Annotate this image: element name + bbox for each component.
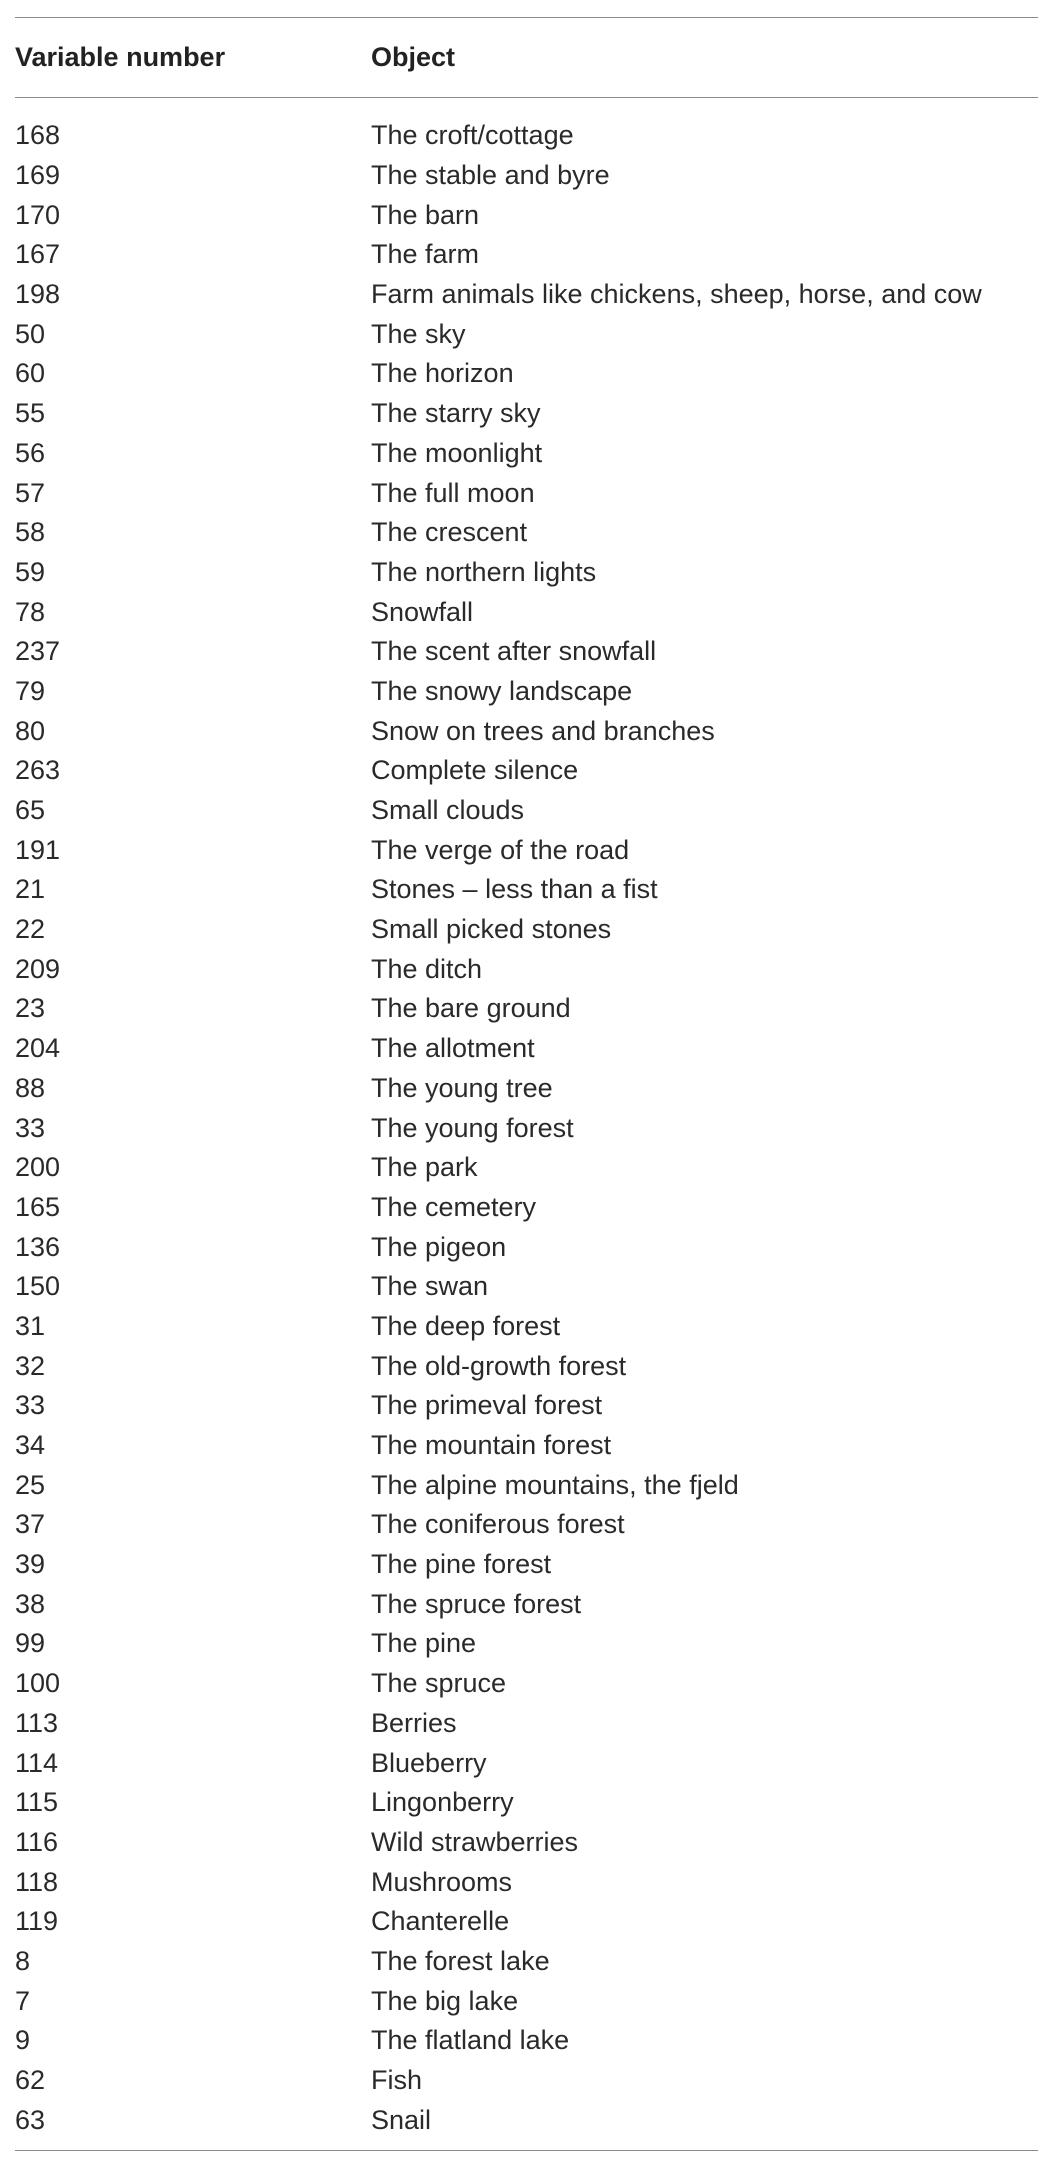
variable-number-cell: 31	[15, 1310, 46, 1341]
object-cell: The young forest	[371, 1112, 574, 1143]
object-cell: Small clouds	[371, 795, 525, 826]
header-object: Object	[371, 42, 456, 72]
object-cell: The northern lights	[371, 556, 597, 587]
object-cell: The pine	[371, 1628, 477, 1659]
variable-number-cell: 80	[15, 715, 46, 746]
variable-number-cell: 118	[15, 1866, 59, 1897]
variable-number-cell: 191	[15, 834, 61, 865]
object-cell: The old-growth forest	[371, 1350, 627, 1381]
table-row	[15, 1942, 1038, 1982]
table-row	[15, 1664, 1038, 1704]
object-cell: The young tree	[371, 1072, 553, 1103]
variable-number-cell: 21	[15, 874, 46, 905]
object-cell: The farm	[371, 239, 480, 270]
variable-number-cell: 23	[15, 993, 46, 1024]
table-row	[15, 949, 1038, 989]
variable-number-cell: 55	[15, 398, 46, 429]
table-row	[15, 1069, 1038, 1109]
table-row	[15, 195, 1038, 235]
table-row	[15, 2021, 1038, 2061]
variable-number-cell: 63	[15, 2104, 46, 2135]
object-cell: The croft/cottage	[371, 120, 574, 151]
table-row	[15, 1862, 1038, 1902]
variable-number-cell: 34	[15, 1430, 46, 1461]
table-row	[15, 1465, 1038, 1505]
variable-number-cell: 113	[15, 1707, 59, 1738]
variable-number-cell: 165	[15, 1191, 61, 1222]
header-variable-number: Variable number	[15, 42, 226, 72]
object-cell: Mushrooms	[371, 1866, 513, 1897]
variable-number-cell: 33	[15, 1112, 46, 1143]
table-row	[15, 2061, 1038, 2101]
object-cell: Chanterelle	[371, 1906, 510, 1937]
object-cell: The spruce forest	[371, 1588, 582, 1619]
object-cell: The deep forest	[371, 1310, 561, 1341]
object-cell: The pigeon	[371, 1231, 507, 1262]
table-row	[15, 275, 1038, 315]
table-row	[15, 1148, 1038, 1188]
table-row	[15, 235, 1038, 275]
table-body	[15, 98, 1038, 2150]
variable-number-cell: 99	[15, 1628, 46, 1659]
variable-number-cell: 169	[15, 160, 61, 191]
table-row	[15, 1624, 1038, 1664]
object-cell: The forest lake	[371, 1945, 550, 1976]
table-row	[15, 553, 1038, 593]
table-header	[15, 18, 1038, 97]
variable-number-cell: 237	[15, 636, 61, 667]
object-cell: The park	[371, 1152, 478, 1183]
table-row	[15, 1704, 1038, 1744]
table-row	[15, 434, 1038, 474]
variable-number-cell: 116	[15, 1826, 59, 1857]
object-cell: The big lake	[371, 1985, 519, 2016]
table-row	[15, 1426, 1038, 1466]
variable-number-cell: 32	[15, 1350, 46, 1381]
object-cell: The ditch	[371, 953, 483, 984]
table-row	[15, 632, 1038, 672]
table-row	[15, 354, 1038, 394]
table-row	[15, 989, 1038, 1029]
object-cell: Snow on trees and branches	[371, 715, 715, 746]
object-cell: The verge of the road	[371, 834, 630, 865]
object-cell: The allotment	[371, 1033, 535, 1064]
variable-number-cell: 170	[15, 199, 61, 230]
object-cell: The barn	[371, 199, 480, 230]
table-row	[15, 116, 1038, 156]
object-cell: The bare ground	[371, 993, 571, 1024]
variable-number-cell: 56	[15, 437, 46, 468]
table-row	[15, 156, 1038, 196]
table-row	[15, 1108, 1038, 1148]
table-row	[15, 1584, 1038, 1624]
variable-number-cell: 136	[15, 1231, 61, 1262]
table-row	[15, 394, 1038, 434]
bottom-rule	[15, 2150, 1038, 2151]
object-cell: The stable and byre	[371, 160, 610, 191]
object-cell: Small picked stones	[371, 914, 612, 945]
variable-number-cell: 114	[15, 1747, 59, 1778]
variable-number-cell: 263	[15, 755, 61, 786]
variable-number-cell: 198	[15, 279, 61, 310]
variable-number-cell: 119	[15, 1906, 59, 1937]
variable-number-cell: 115	[15, 1787, 59, 1818]
variable-number-cell: 58	[15, 517, 46, 548]
variable-number-cell: 37	[15, 1509, 46, 1540]
table-row	[15, 910, 1038, 950]
variable-number-cell: 8	[15, 1945, 31, 1976]
object-cell: The cemetery	[371, 1191, 537, 1222]
table-row	[15, 1386, 1038, 1426]
object-cell: The flatland lake	[371, 2025, 570, 2056]
variable-number-cell: 50	[15, 318, 46, 349]
variable-number-cell: 88	[15, 1072, 46, 1103]
object-cell: The moonlight	[371, 437, 543, 468]
variable-number-cell: 33	[15, 1390, 46, 1421]
table-row	[15, 1823, 1038, 1863]
object-cell: The alpine mountains, the fjeld	[371, 1469, 739, 1500]
variable-number-cell: 78	[15, 596, 46, 627]
object-cell: The mountain forest	[371, 1430, 612, 1461]
variable-number-cell: 204	[15, 1033, 61, 1064]
object-cell: The starry sky	[371, 398, 541, 429]
object-cell: The snowy landscape	[371, 675, 633, 706]
variable-number-cell: 200	[15, 1152, 61, 1183]
variable-number-cell: 65	[15, 795, 46, 826]
object-cell: Wild strawberries	[371, 1826, 579, 1857]
variable-number-cell: 100	[15, 1668, 61, 1699]
object-cell: Farm animals like chickens, sheep, horse, and cow	[371, 279, 982, 310]
object-cell: Stones – less than a fist	[371, 874, 658, 905]
table-row	[15, 592, 1038, 632]
variable-number-cell: 22	[15, 914, 46, 945]
object-cell: Snail	[371, 2104, 432, 2135]
table-row	[15, 830, 1038, 870]
object-cell: Berries	[371, 1707, 457, 1738]
table-row	[15, 2100, 1038, 2140]
table-row	[15, 870, 1038, 910]
object-cell: The crescent	[371, 517, 528, 548]
variable-number-cell: 25	[15, 1469, 46, 1500]
variable-number-cell: 59	[15, 556, 46, 587]
object-cell: Snowfall	[371, 596, 474, 627]
table-row	[15, 314, 1038, 354]
object-cell: The full moon	[371, 477, 535, 508]
table-row	[15, 1267, 1038, 1307]
table-row	[15, 1505, 1038, 1545]
variable-number-cell: 7	[15, 1985, 31, 2016]
object-cell: The spruce	[371, 1668, 507, 1699]
object-cell: The swan	[371, 1271, 489, 1302]
table-row	[15, 791, 1038, 831]
variable-number-cell: 167	[15, 239, 61, 270]
table-row	[15, 751, 1038, 791]
variable-number-cell: 38	[15, 1588, 46, 1619]
table-row	[15, 1545, 1038, 1585]
object-cell: The sky	[371, 318, 466, 349]
object-cell: Fish	[371, 2065, 423, 2096]
variable-number-cell: 150	[15, 1271, 61, 1302]
object-cell: Blueberry	[371, 1747, 487, 1778]
object-cell: The primeval forest	[371, 1390, 603, 1421]
table-row	[15, 1902, 1038, 1942]
variable-number-cell: 39	[15, 1549, 46, 1580]
table-row	[15, 1783, 1038, 1823]
table-row	[15, 1981, 1038, 2021]
variable-number-cell: 57	[15, 477, 46, 508]
table-row	[15, 1188, 1038, 1228]
table-row	[15, 672, 1038, 712]
variable-number-cell: 9	[15, 2025, 31, 2056]
object-cell: The scent after snowfall	[371, 636, 657, 667]
data-table	[15, 17, 1038, 2151]
table-row	[15, 1743, 1038, 1783]
table-row	[15, 1227, 1038, 1267]
table-row	[15, 513, 1038, 553]
variable-number-cell: 62	[15, 2065, 46, 2096]
object-cell: Complete silence	[371, 755, 579, 786]
variable-number-cell: 60	[15, 358, 46, 389]
table-row	[15, 473, 1038, 513]
object-cell: The horizon	[371, 358, 514, 389]
variable-number-cell: 168	[15, 120, 61, 151]
table-row	[15, 711, 1038, 751]
object-cell: Lingonberry	[371, 1787, 514, 1818]
object-cell: The pine forest	[371, 1549, 552, 1580]
table-row	[15, 1346, 1038, 1386]
variable-number-cell: 79	[15, 675, 46, 706]
variable-number-cell: 209	[15, 953, 61, 984]
object-cell: The coniferous forest	[371, 1509, 625, 1540]
table-row	[15, 1307, 1038, 1347]
table-row	[15, 1029, 1038, 1069]
